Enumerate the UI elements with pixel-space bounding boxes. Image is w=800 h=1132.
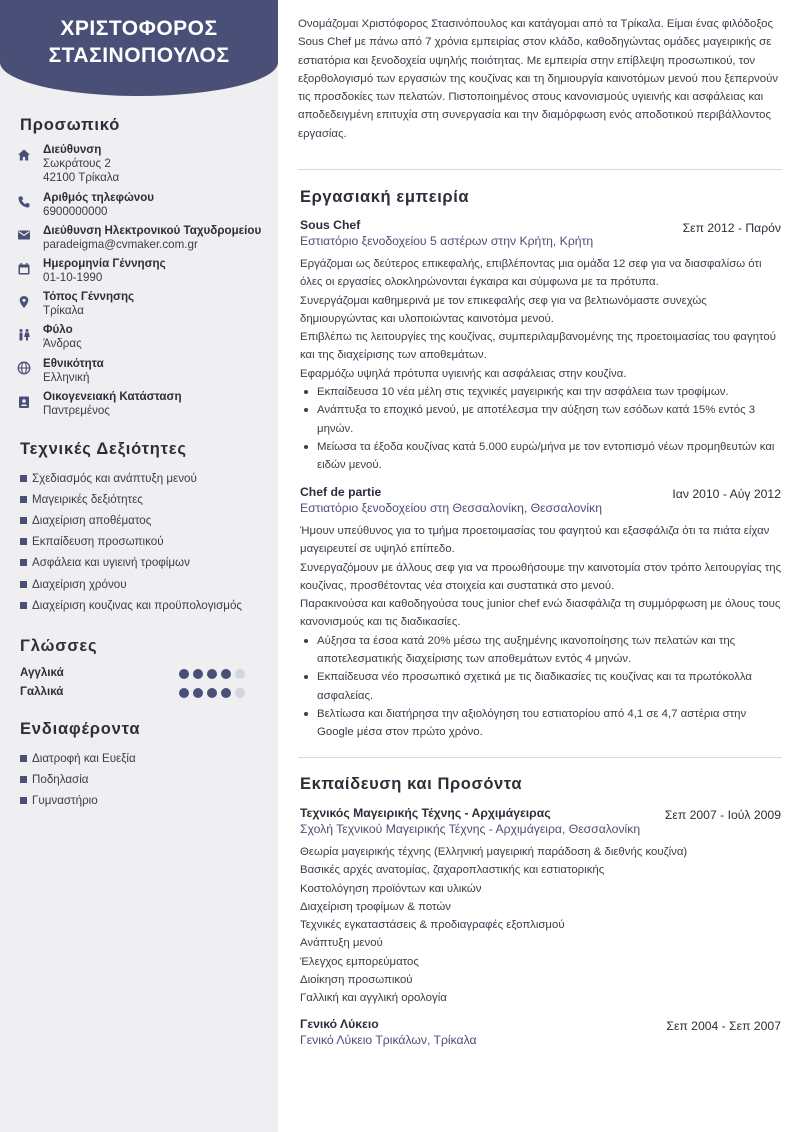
achievement-item: Βελτίωσα και διατήρησα την αξιολόγηση του εστιατορίου από 4,1 σε 4,7 αστέρια στην Google μέσα στον πρώτο χρόνο.: [300, 705, 782, 742]
home-icon: [17, 148, 31, 162]
level-dot-filled: [193, 669, 203, 679]
level-dot-empty: [235, 669, 245, 679]
achievement-item: Ανάπτυξα το εποχικό μενού, με αποτέλεσμα την αύξηση των εσόδων κατά 15% εντός 3 μηνών.: [300, 401, 782, 438]
job-date: Ιαν 2010 - Αύγ 2012: [672, 487, 781, 501]
job-paragraph: Εφαρμόζω υψηλά πρότυπα υγιεινής και ασφάλειας στην κουζίνα.: [300, 367, 627, 380]
phone-label: Αριθμός τηλεφώνου: [43, 191, 155, 204]
job-paragraph: Συνεργαζόμουν με άλλους σεφ για να προωθήσουμε την καινοτομία στον τρόπο λειτουργίας της κουζίνας, προσθέτοντας νέα στοιχεία και συστατικά στο μενού.: [300, 561, 782, 592]
education-date: Σεπ 2007 - Ιούλ 2009: [664, 808, 781, 822]
first-name: ΧΡΙΣΤΟΦΟΡΟΣ: [60, 17, 218, 40]
job-description: [300, 255, 782, 475]
level-dot-filled: [179, 669, 189, 679]
education-title: Γενικό Λύκειο: [300, 1017, 379, 1031]
subject-line: Θεωρία μαγειρικής τέχνης (Ελληνική μαγειρική παράδοση & διεθνής κουζίνα): [300, 846, 688, 858]
education-section-title: Εκπαίδευση και Προσόντα: [300, 775, 523, 793]
skill-item: Ασφάλεια και υγιεινή τροφίμων: [20, 556, 190, 569]
globe-icon: [17, 361, 31, 375]
job-employer: Εστιατόριο ξενοδοχείου στη Θεσσαλονίκη, Θεσσαλονίκη: [300, 501, 602, 515]
job-date: Σεπ 2012 - Παρόν: [682, 221, 781, 235]
birthdate-value: 01-10-1990: [43, 271, 103, 284]
job-paragraph: Παρακινούσα και καθοδηγούσα τους junior chef ενώ διασφάλιζα τη συμμόρφωση με όλους τους κανονισμούς και τις διαδικασίες.: [300, 598, 781, 629]
education-title: Τεχνικός Μαγειρικής Τέχνης - Αρχιμάγειρας: [300, 806, 551, 820]
last-name: ΣΤΑΣΙΝΟΠΟΥΛΟΣ: [48, 44, 230, 67]
job-paragraph: Συνεργάζομαι καθημερινά με τον επικεφαλής σεφ για να βελτιωνόμαστε συνεχώς δημιουργώντας και υλοποιώντας καινοτόμα μενού.: [300, 294, 707, 325]
birthdate-label: Ημερομηνία Γέννησης: [43, 257, 166, 270]
language-level-dots: [179, 688, 249, 698]
achievement-item: Αύξησα τα έσοα κατά 20% μέσω της αυξημένης ικανοποίησης των πελατών και της αποτελεσματικής διαχείρισης των αποθεμάτων εντός 4 μηνών.: [300, 632, 782, 669]
subject-line: Έλεγχος εμπορεύματος: [300, 955, 419, 968]
achievement-item: Εκπαίδευσα νέο προσωπικό σχετικά με τις διαδικασίες τις κουζίνας και τα πρωτόκολλα ασφαλείας.: [300, 668, 782, 705]
divider: [298, 757, 782, 758]
subject-line: Κοστολόγηση προϊόντων και υλικών: [300, 882, 482, 895]
level-dot-filled: [207, 688, 217, 698]
address-street: Σωκράτους 2: [43, 157, 111, 170]
skill-item: Διαχείριση αποθέματος: [20, 514, 151, 527]
profile-summary: Ονομάζομαι Χριστόφορος Στασινόπουλος και κατάγομαι από τα Τρίκαλα. Είμαι ένας φιλόδοξος Sous Chef με πάνω από 7 χρόνια εμπειρίας στον κλάδο, καθοδηγώντας ομάδες μαγειρικής σε εστιατόρια και ξενοδοχεία υψηλής ποιότητας. Με εμπειρία στην επίβλεψη προσωπικού, τον εξορθολογισμό των εργασιών της κουζίνας και τη δημιουργία καινοτόμων μενού που ξεπερνούν τις προσδοκίες των πελατών. Πιστοποιημένος στους κανονισμούς υγιεινής και ασφάλειας και αποδεδειγμένη επιτυχία στη συνεργασία και την διαμόρφωση ενός αποδοτικού περιβάλλοντος εργασίας.: [298, 18, 779, 140]
birthplace-value: Τρίκαλα: [43, 304, 84, 317]
gender-value: Άνδρας: [43, 337, 82, 350]
nationality-label: Εθνικότητα: [43, 357, 104, 370]
job-title: Chef de partie: [300, 485, 382, 499]
subject-line: Τεχνικές εγκαταστάσεις & προδιαγραφές εξοπλισμού: [300, 919, 565, 932]
job-achievements: [300, 383, 782, 474]
job-paragraph: Εργάζομαι ως δεύτερος επικεφαλής, επιβλέποντας μια ομάδα 12 σεφ για να διασφαλίσω ότι όλες οι εργασίες ολοκληρώνονται έγκαιρα και σύμφωνα με τα πρότυπα.: [300, 258, 762, 289]
education-school: Σχολή Τεχνικού Μαγειρικής Τέχνης - Αρχιμάγειρα, Θεσσαλονίκη: [300, 822, 641, 836]
job-paragraph: Ήμουν υπεύθυνος για το τμήμα προετοιμασίας του φαγητού και εξασφάλιζα ότι τα πιάτα είχαν μαγειρευτεί σε υψηλό επίπεδο.: [300, 525, 770, 556]
personal-section-title: Προσωπικό: [20, 116, 121, 134]
interests-section-title: Ενδιαφέροντα: [20, 720, 141, 738]
mail-icon: [17, 228, 31, 242]
subject-line: Βασικές αρχές ανατομίας, ζαχαροπλαστικής και εστιατορικής: [300, 864, 605, 877]
education-subjects: [300, 843, 782, 1008]
skill-item: Σχεδιασμός και ανάπτυξη μενού: [20, 472, 197, 485]
email-value: paradeigma@cvmaker.com.gr: [43, 238, 198, 251]
interest-item: Γυμναστήριο: [20, 794, 98, 807]
experience-section-title: Εργασιακή εμπειρία: [300, 188, 470, 206]
phone-value: 6900000000: [43, 205, 108, 218]
address-label: Διεύθυνση: [43, 143, 102, 156]
job-employer: Εστιατόριο ξενοδοχείου 5 αστέρων στην Κρήτη, Κρήτη: [300, 234, 594, 248]
subject-line: Διαχείριση τροφίμων & ποτών: [300, 900, 451, 913]
skill-item: Μαγειρικές δεξιότητες: [20, 493, 143, 506]
subject-line: Διοίκηση προσωπικού: [300, 974, 413, 987]
birthplace-label: Τόπος Γέννησης: [43, 290, 135, 303]
marital-label: Οικογενειακή Κατάσταση: [43, 390, 182, 403]
level-dot-filled: [193, 688, 203, 698]
job-paragraph: Επιβλέπω τις λειτουργίες της κουζίνας, συμπεριλαμβανομένης της προετοιμασίας του φαγητού και της διαχείρισης των αποθεμάτων.: [300, 331, 776, 362]
job-achievements: [300, 632, 782, 742]
level-dot-empty: [235, 688, 245, 698]
interest-item: Διατροφή και Ευεξία: [20, 752, 136, 765]
level-dot-filled: [221, 669, 231, 679]
education-school: Γενικό Λύκειο Τρικάλων, Τρίκαλα: [300, 1033, 477, 1047]
skill-item: Διαχείριση χρόνου: [20, 578, 127, 591]
languages-section-title: Γλώσσες: [20, 637, 98, 655]
email-label: Διεύθυνση Ηλεκτρονικού Ταχυδρομείου: [43, 224, 262, 237]
job-description: [300, 522, 782, 742]
location-pin-icon: [17, 295, 31, 309]
id-badge-icon: [17, 395, 31, 409]
address-city: 42100 Τρίκαλα: [43, 171, 120, 184]
divider: [298, 169, 782, 170]
achievement-item: Εκπαίδευσα 10 νέα μέλη στις τεχνικές μαγειρικής και την ασφάλεια των τροφίμων.: [300, 383, 782, 401]
level-dot-filled: [221, 688, 231, 698]
subject-line: Ανάπτυξη μενού: [300, 937, 383, 950]
marital-value: Παντρεμένος: [43, 404, 110, 417]
skill-item: Εκπαίδευση προσωπικού: [20, 535, 164, 548]
calendar-icon: [17, 262, 31, 276]
achievement-item: Μείωσα τα έξοδα κουζίνας κατά 5.000 ευρώ/μήνα με τον εντοπισμό νέων προμηθευτών και ειδών μενού.: [300, 438, 782, 475]
skills-section-title: Τεχνικές Δεξιότητες: [20, 440, 187, 458]
interest-item: Ποδηλασία: [20, 773, 88, 786]
education-date: Σεπ 2004 - Σεπ 2007: [666, 1019, 781, 1033]
phone-icon: [17, 195, 31, 209]
language-name: Γαλλικά: [20, 685, 64, 698]
language-level-dots: [179, 669, 249, 679]
gender-label: Φύλο: [43, 323, 73, 336]
level-dot-filled: [207, 669, 217, 679]
level-dot-filled: [179, 688, 189, 698]
job-title: Sous Chef: [300, 218, 361, 232]
gender-icon: [17, 328, 31, 342]
nationality-value: Ελληνική: [43, 371, 90, 384]
skill-item: Διαχείριση κουζινας και προϋπολογισμός: [20, 599, 242, 612]
subject-line: Γαλλική και αγγλική ορολογία: [300, 992, 447, 1005]
language-name: Αγγλικά: [20, 666, 64, 679]
